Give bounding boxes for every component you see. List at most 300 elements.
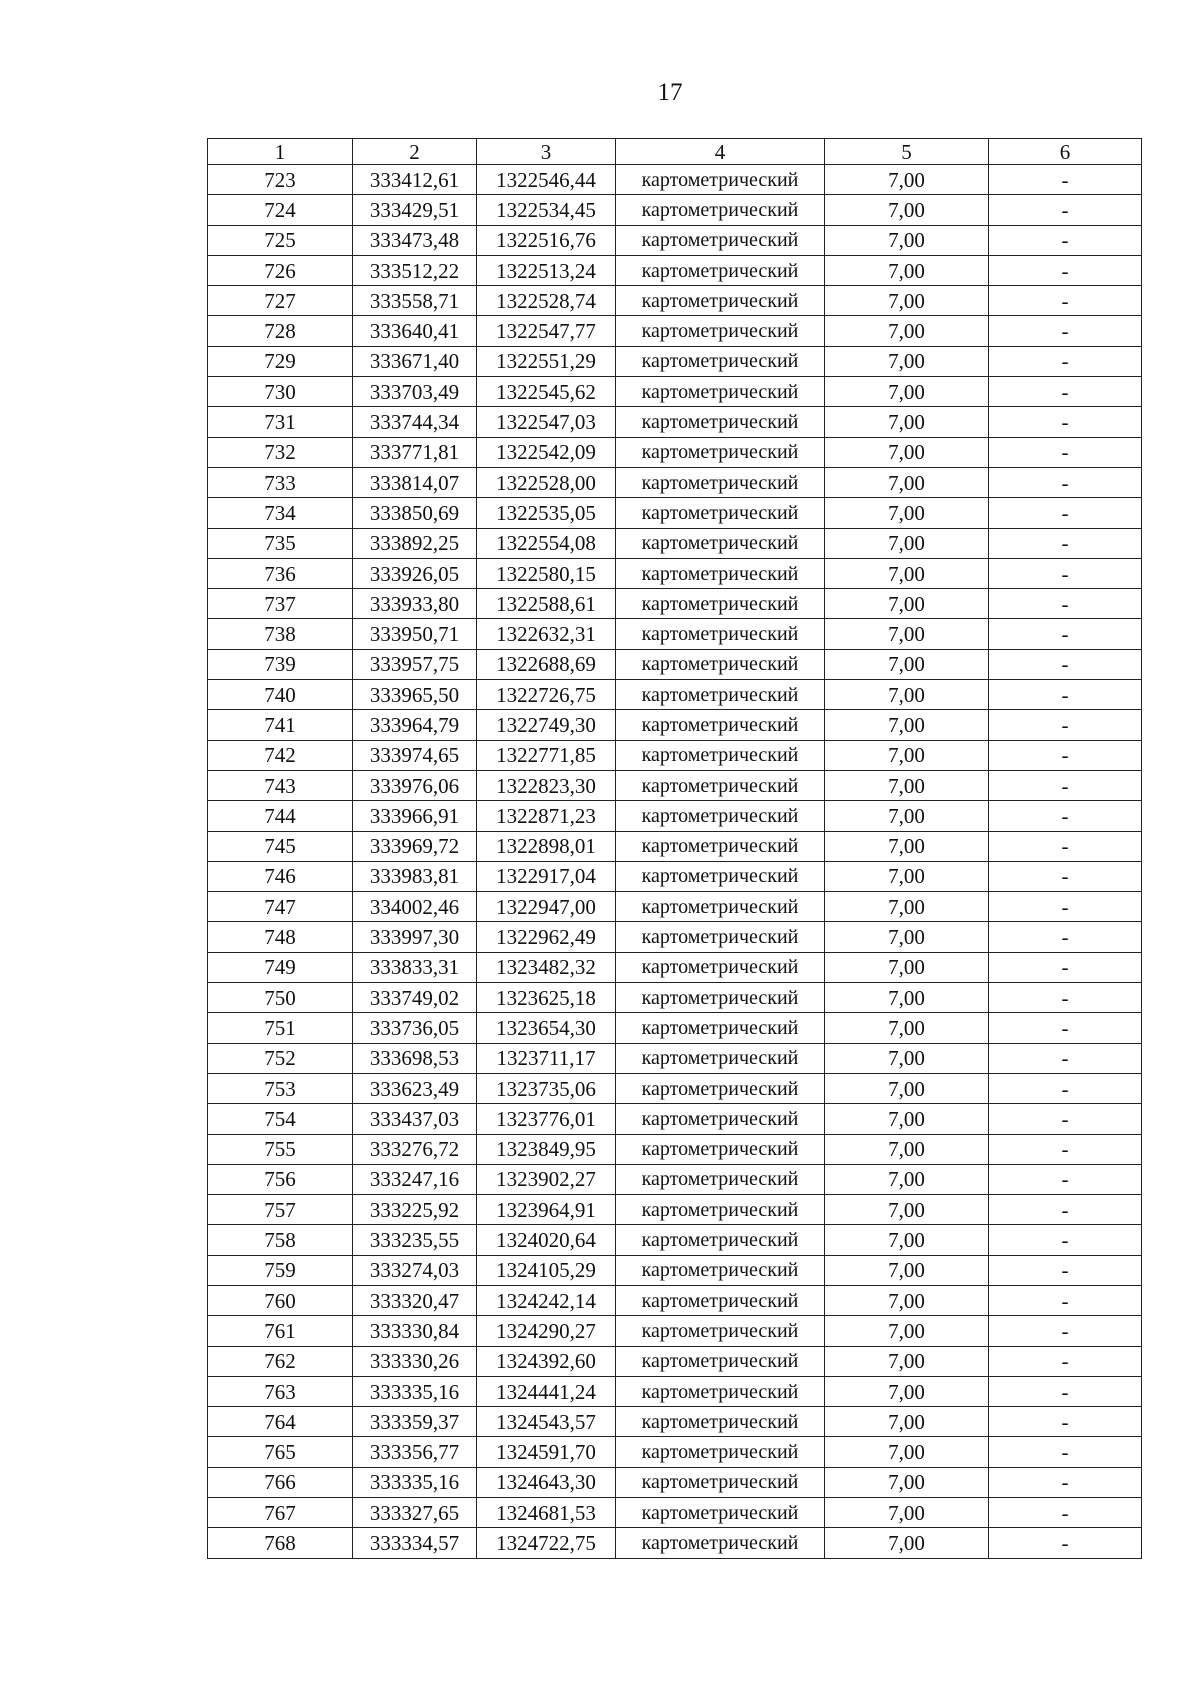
accuracy-cell: 7,00 [825, 1528, 989, 1558]
y-coordinate-cell: 1324392,60 [477, 1346, 616, 1376]
table-row [208, 558, 1142, 588]
table-row [208, 1528, 1142, 1558]
x-coordinate-cell: 333235,55 [353, 1225, 477, 1255]
note-cell: - [989, 255, 1142, 285]
method-cell: картометрический [616, 558, 825, 588]
point-number-cell: 739 [208, 649, 353, 679]
table-row [208, 831, 1142, 861]
table-row [208, 1376, 1142, 1406]
accuracy-cell: 7,00 [825, 1255, 989, 1285]
y-coordinate-cell: 1324722,75 [477, 1528, 616, 1558]
accuracy-cell: 7,00 [825, 1285, 989, 1315]
method-cell: картометрический [616, 195, 825, 225]
note-cell: - [989, 1104, 1142, 1134]
method-cell: картометрический [616, 255, 825, 285]
note-cell: - [989, 831, 1142, 861]
x-coordinate-cell: 333356,77 [353, 1437, 477, 1467]
note-cell: - [989, 1285, 1142, 1315]
x-coordinate-cell: 333957,75 [353, 649, 477, 679]
method-cell: картометрический [616, 589, 825, 619]
method-cell: картометрический [616, 437, 825, 467]
method-cell: картометрический [616, 1013, 825, 1043]
note-cell: - [989, 1316, 1142, 1346]
table-row [208, 952, 1142, 982]
x-coordinate-cell: 333429,51 [353, 195, 477, 225]
y-coordinate-cell: 1322542,09 [477, 437, 616, 467]
page-number: 17 [657, 79, 683, 106]
y-coordinate-cell: 1322962,49 [477, 922, 616, 952]
note-cell: - [989, 740, 1142, 770]
x-coordinate-cell: 333983,81 [353, 861, 477, 891]
y-coordinate-cell: 1324441,24 [477, 1376, 616, 1406]
point-number-cell: 742 [208, 740, 353, 770]
note-cell: - [989, 1043, 1142, 1073]
y-coordinate-cell: 1322898,01 [477, 831, 616, 861]
x-coordinate-cell: 333833,31 [353, 952, 477, 982]
y-coordinate-cell: 1323776,01 [477, 1104, 616, 1134]
table-row [208, 1195, 1142, 1225]
table-row [208, 589, 1142, 619]
y-coordinate-cell: 1323711,17 [477, 1043, 616, 1073]
note-cell: - [989, 437, 1142, 467]
table-row [208, 1164, 1142, 1194]
x-coordinate-cell: 333997,30 [353, 922, 477, 952]
point-number-cell: 728 [208, 316, 353, 346]
x-coordinate-cell: 333671,40 [353, 346, 477, 376]
y-coordinate-cell: 1322688,69 [477, 649, 616, 679]
note-cell: - [989, 225, 1142, 255]
x-coordinate-cell: 334002,46 [353, 892, 477, 922]
y-coordinate-cell: 1322528,74 [477, 286, 616, 316]
accuracy-cell: 7,00 [825, 1134, 989, 1164]
point-number-cell: 758 [208, 1225, 353, 1255]
y-coordinate-cell: 1324290,27 [477, 1316, 616, 1346]
y-coordinate-cell: 1322528,00 [477, 467, 616, 497]
accuracy-cell: 7,00 [825, 498, 989, 528]
y-coordinate-cell: 1322547,77 [477, 316, 616, 346]
x-coordinate-cell: 333736,05 [353, 1013, 477, 1043]
method-cell: картометрический [616, 1043, 825, 1073]
y-coordinate-cell: 1323625,18 [477, 983, 616, 1013]
table-row [208, 316, 1142, 346]
y-coordinate-cell: 1322547,03 [477, 407, 616, 437]
method-cell: картометрический [616, 407, 825, 437]
point-number-cell: 747 [208, 892, 353, 922]
x-coordinate-cell: 333814,07 [353, 467, 477, 497]
y-coordinate-cell: 1322823,30 [477, 770, 616, 800]
point-number-cell: 762 [208, 1346, 353, 1376]
table-row [208, 1316, 1142, 1346]
accuracy-cell: 7,00 [825, 892, 989, 922]
point-number-cell: 764 [208, 1407, 353, 1437]
note-cell: - [989, 1134, 1142, 1164]
note-cell: - [989, 952, 1142, 982]
method-cell: картометрический [616, 952, 825, 982]
method-cell: картометрический [616, 649, 825, 679]
accuracy-cell: 7,00 [825, 1437, 989, 1467]
note-cell: - [989, 498, 1142, 528]
table-row [208, 225, 1142, 255]
method-cell: картометрический [616, 983, 825, 1013]
table-row [208, 467, 1142, 497]
method-cell: картометрический [616, 165, 825, 195]
table-row [208, 892, 1142, 922]
table-row [208, 1285, 1142, 1315]
table-row [208, 165, 1142, 195]
method-cell: картометрический [616, 528, 825, 558]
point-number-cell: 749 [208, 952, 353, 982]
table-row [208, 437, 1142, 467]
method-cell: картометрический [616, 1225, 825, 1255]
method-cell: картометрический [616, 1285, 825, 1315]
point-number-cell: 752 [208, 1043, 353, 1073]
table-row [208, 1467, 1142, 1497]
method-cell: картометрический [616, 1376, 825, 1406]
y-coordinate-cell: 1322535,05 [477, 498, 616, 528]
note-cell: - [989, 1013, 1142, 1043]
point-number-cell: 733 [208, 467, 353, 497]
method-cell: картометрический [616, 1195, 825, 1225]
table-row [208, 1346, 1142, 1376]
x-coordinate-cell: 333703,49 [353, 377, 477, 407]
x-coordinate-cell: 333412,61 [353, 165, 477, 195]
y-coordinate-cell: 1322726,75 [477, 680, 616, 710]
y-coordinate-cell: 1324105,29 [477, 1255, 616, 1285]
y-coordinate-cell: 1322917,04 [477, 861, 616, 891]
x-coordinate-cell: 333965,50 [353, 680, 477, 710]
table-row [208, 528, 1142, 558]
point-number-cell: 757 [208, 1195, 353, 1225]
x-coordinate-cell: 333640,41 [353, 316, 477, 346]
table-row [208, 1255, 1142, 1285]
x-coordinate-cell: 333850,69 [353, 498, 477, 528]
x-coordinate-cell: 333320,47 [353, 1285, 477, 1315]
y-coordinate-cell: 1324020,64 [477, 1225, 616, 1255]
y-coordinate-cell: 1322545,62 [477, 377, 616, 407]
y-coordinate-cell: 1322580,15 [477, 558, 616, 588]
table-row [208, 710, 1142, 740]
x-coordinate-cell: 333749,02 [353, 983, 477, 1013]
note-cell: - [989, 649, 1142, 679]
x-coordinate-cell: 333950,71 [353, 619, 477, 649]
x-coordinate-cell: 333335,16 [353, 1376, 477, 1406]
y-coordinate-cell: 1322749,30 [477, 710, 616, 740]
note-cell: - [989, 1195, 1142, 1225]
method-cell: картометрический [616, 1346, 825, 1376]
table-row [208, 1407, 1142, 1437]
y-coordinate-cell: 1322771,85 [477, 740, 616, 770]
table-row [208, 255, 1142, 285]
accuracy-cell: 7,00 [825, 1346, 989, 1376]
point-number-cell: 727 [208, 286, 353, 316]
point-number-cell: 723 [208, 165, 353, 195]
x-coordinate-cell: 333976,06 [353, 770, 477, 800]
accuracy-cell: 7,00 [825, 770, 989, 800]
method-cell: картометрический [616, 1407, 825, 1437]
method-cell: картометрический [616, 770, 825, 800]
column-header: 2 [353, 139, 477, 165]
note-cell: - [989, 892, 1142, 922]
point-number-cell: 725 [208, 225, 353, 255]
column-header: 3 [477, 139, 616, 165]
table-row [208, 1134, 1142, 1164]
method-cell: картометрический [616, 801, 825, 831]
point-number-cell: 766 [208, 1467, 353, 1497]
note-cell: - [989, 801, 1142, 831]
method-cell: картометрический [616, 1316, 825, 1346]
note-cell: - [989, 1346, 1142, 1376]
x-coordinate-cell: 333437,03 [353, 1104, 477, 1134]
table-row [208, 1498, 1142, 1528]
accuracy-cell: 7,00 [825, 1407, 989, 1437]
note-cell: - [989, 195, 1142, 225]
x-coordinate-cell: 333225,92 [353, 1195, 477, 1225]
accuracy-cell: 7,00 [825, 1195, 989, 1225]
x-coordinate-cell: 333964,79 [353, 710, 477, 740]
x-coordinate-cell: 333334,57 [353, 1528, 477, 1558]
y-coordinate-cell: 1323964,91 [477, 1195, 616, 1225]
note-cell: - [989, 407, 1142, 437]
method-cell: картометрический [616, 619, 825, 649]
note-cell: - [989, 710, 1142, 740]
note-cell: - [989, 558, 1142, 588]
point-number-cell: 765 [208, 1437, 353, 1467]
y-coordinate-cell: 1324591,70 [477, 1437, 616, 1467]
accuracy-cell: 7,00 [825, 710, 989, 740]
y-coordinate-cell: 1324681,53 [477, 1498, 616, 1528]
point-number-cell: 735 [208, 528, 353, 558]
table-row [208, 195, 1142, 225]
note-cell: - [989, 1407, 1142, 1437]
note-cell: - [989, 316, 1142, 346]
point-number-cell: 768 [208, 1528, 353, 1558]
note-cell: - [989, 165, 1142, 195]
accuracy-cell: 7,00 [825, 1498, 989, 1528]
accuracy-cell: 7,00 [825, 1013, 989, 1043]
table-row [208, 1043, 1142, 1073]
point-number-cell: 745 [208, 831, 353, 861]
column-header: 4 [616, 139, 825, 165]
method-cell: картометрический [616, 225, 825, 255]
note-cell: - [989, 1528, 1142, 1558]
method-cell: картометрический [616, 1467, 825, 1497]
method-cell: картометрический [616, 680, 825, 710]
point-number-cell: 761 [208, 1316, 353, 1346]
y-coordinate-cell: 1323902,27 [477, 1164, 616, 1194]
method-cell: картометрический [616, 1437, 825, 1467]
x-coordinate-cell: 333330,26 [353, 1346, 477, 1376]
coordinates-table-body [208, 139, 1142, 1559]
accuracy-cell: 7,00 [825, 1104, 989, 1134]
accuracy-cell: 7,00 [825, 649, 989, 679]
point-number-cell: 750 [208, 983, 353, 1013]
table-header-row [208, 139, 1142, 165]
y-coordinate-cell: 1322947,00 [477, 892, 616, 922]
accuracy-cell: 7,00 [825, 680, 989, 710]
table-row [208, 377, 1142, 407]
accuracy-cell: 7,00 [825, 1164, 989, 1194]
y-coordinate-cell: 1323482,32 [477, 952, 616, 982]
note-cell: - [989, 377, 1142, 407]
point-number-cell: 726 [208, 255, 353, 285]
note-cell: - [989, 346, 1142, 376]
accuracy-cell: 7,00 [825, 558, 989, 588]
point-number-cell: 767 [208, 1498, 353, 1528]
point-number-cell: 729 [208, 346, 353, 376]
accuracy-cell: 7,00 [825, 1376, 989, 1406]
accuracy-cell: 7,00 [825, 407, 989, 437]
note-cell: - [989, 861, 1142, 891]
method-cell: картометрический [616, 1134, 825, 1164]
y-coordinate-cell: 1322546,44 [477, 165, 616, 195]
accuracy-cell: 7,00 [825, 952, 989, 982]
point-number-cell: 734 [208, 498, 353, 528]
y-coordinate-cell: 1322534,45 [477, 195, 616, 225]
y-coordinate-cell: 1323735,06 [477, 1073, 616, 1103]
method-cell: картометрический [616, 467, 825, 497]
y-coordinate-cell: 1323849,95 [477, 1134, 616, 1164]
point-number-cell: 743 [208, 770, 353, 800]
point-number-cell: 760 [208, 1285, 353, 1315]
point-number-cell: 753 [208, 1073, 353, 1103]
table-row [208, 861, 1142, 891]
x-coordinate-cell: 333892,25 [353, 528, 477, 558]
accuracy-cell: 7,00 [825, 1467, 989, 1497]
method-cell: картометрический [616, 710, 825, 740]
method-cell: картометрический [616, 831, 825, 861]
note-cell: - [989, 286, 1142, 316]
accuracy-cell: 7,00 [825, 1073, 989, 1103]
note-cell: - [989, 1073, 1142, 1103]
table-row [208, 1225, 1142, 1255]
accuracy-cell: 7,00 [825, 589, 989, 619]
accuracy-cell: 7,00 [825, 801, 989, 831]
x-coordinate-cell: 333473,48 [353, 225, 477, 255]
table-row [208, 1013, 1142, 1043]
table-row [208, 801, 1142, 831]
point-number-cell: 737 [208, 589, 353, 619]
accuracy-cell: 7,00 [825, 831, 989, 861]
x-coordinate-cell: 333771,81 [353, 437, 477, 467]
accuracy-cell: 7,00 [825, 316, 989, 346]
note-cell: - [989, 1376, 1142, 1406]
method-cell: картометрический [616, 286, 825, 316]
x-coordinate-cell: 333335,16 [353, 1467, 477, 1497]
accuracy-cell: 7,00 [825, 255, 989, 285]
column-header: 6 [989, 139, 1142, 165]
table-row [208, 1073, 1142, 1103]
accuracy-cell: 7,00 [825, 195, 989, 225]
method-cell: картометрический [616, 346, 825, 376]
column-header: 5 [825, 139, 989, 165]
accuracy-cell: 7,00 [825, 1225, 989, 1255]
column-header: 1 [208, 139, 353, 165]
x-coordinate-cell: 333558,71 [353, 286, 477, 316]
note-cell: - [989, 1437, 1142, 1467]
x-coordinate-cell: 333327,65 [353, 1498, 477, 1528]
accuracy-cell: 7,00 [825, 346, 989, 376]
note-cell: - [989, 680, 1142, 710]
point-number-cell: 754 [208, 1104, 353, 1134]
accuracy-cell: 7,00 [825, 1043, 989, 1073]
note-cell: - [989, 922, 1142, 952]
point-number-cell: 732 [208, 437, 353, 467]
x-coordinate-cell: 333926,05 [353, 558, 477, 588]
y-coordinate-cell: 1322513,24 [477, 255, 616, 285]
accuracy-cell: 7,00 [825, 286, 989, 316]
method-cell: картометрический [616, 1073, 825, 1103]
point-number-cell: 731 [208, 407, 353, 437]
y-coordinate-cell: 1322871,23 [477, 801, 616, 831]
coordinates-table [207, 138, 1142, 1559]
point-number-cell: 744 [208, 801, 353, 831]
point-number-cell: 759 [208, 1255, 353, 1285]
table-row [208, 740, 1142, 770]
x-coordinate-cell: 333274,03 [353, 1255, 477, 1285]
note-cell: - [989, 528, 1142, 558]
note-cell: - [989, 1255, 1142, 1285]
table-row [208, 649, 1142, 679]
y-coordinate-cell: 1322516,76 [477, 225, 616, 255]
x-coordinate-cell: 333512,22 [353, 255, 477, 285]
accuracy-cell: 7,00 [825, 467, 989, 497]
y-coordinate-cell: 1324543,57 [477, 1407, 616, 1437]
x-coordinate-cell: 333744,34 [353, 407, 477, 437]
method-cell: картометрический [616, 377, 825, 407]
method-cell: картометрический [616, 1255, 825, 1285]
point-number-cell: 741 [208, 710, 353, 740]
y-coordinate-cell: 1324643,30 [477, 1467, 616, 1497]
x-coordinate-cell: 333623,49 [353, 1073, 477, 1103]
y-coordinate-cell: 1322551,29 [477, 346, 616, 376]
point-number-cell: 736 [208, 558, 353, 588]
table-row [208, 770, 1142, 800]
accuracy-cell: 7,00 [825, 983, 989, 1013]
point-number-cell: 730 [208, 377, 353, 407]
table-row [208, 407, 1142, 437]
accuracy-cell: 7,00 [825, 1316, 989, 1346]
note-cell: - [989, 770, 1142, 800]
table-row [208, 346, 1142, 376]
x-coordinate-cell: 333974,65 [353, 740, 477, 770]
method-cell: картометрический [616, 316, 825, 346]
table-row [208, 983, 1142, 1013]
y-coordinate-cell: 1322588,61 [477, 589, 616, 619]
point-number-cell: 724 [208, 195, 353, 225]
y-coordinate-cell: 1324242,14 [477, 1285, 616, 1315]
accuracy-cell: 7,00 [825, 619, 989, 649]
method-cell: картометрический [616, 1104, 825, 1134]
point-number-cell: 748 [208, 922, 353, 952]
x-coordinate-cell: 333330,84 [353, 1316, 477, 1346]
accuracy-cell: 7,00 [825, 225, 989, 255]
x-coordinate-cell: 333359,37 [353, 1407, 477, 1437]
x-coordinate-cell: 333969,72 [353, 831, 477, 861]
x-coordinate-cell: 333933,80 [353, 589, 477, 619]
point-number-cell: 746 [208, 861, 353, 891]
accuracy-cell: 7,00 [825, 165, 989, 195]
x-coordinate-cell: 333966,91 [353, 801, 477, 831]
point-number-cell: 751 [208, 1013, 353, 1043]
method-cell: картометрический [616, 892, 825, 922]
note-cell: - [989, 589, 1142, 619]
table-row [208, 1104, 1142, 1134]
note-cell: - [989, 983, 1142, 1013]
table-row [208, 1437, 1142, 1467]
y-coordinate-cell: 1323654,30 [477, 1013, 616, 1043]
method-cell: картометрический [616, 740, 825, 770]
table-row [208, 619, 1142, 649]
